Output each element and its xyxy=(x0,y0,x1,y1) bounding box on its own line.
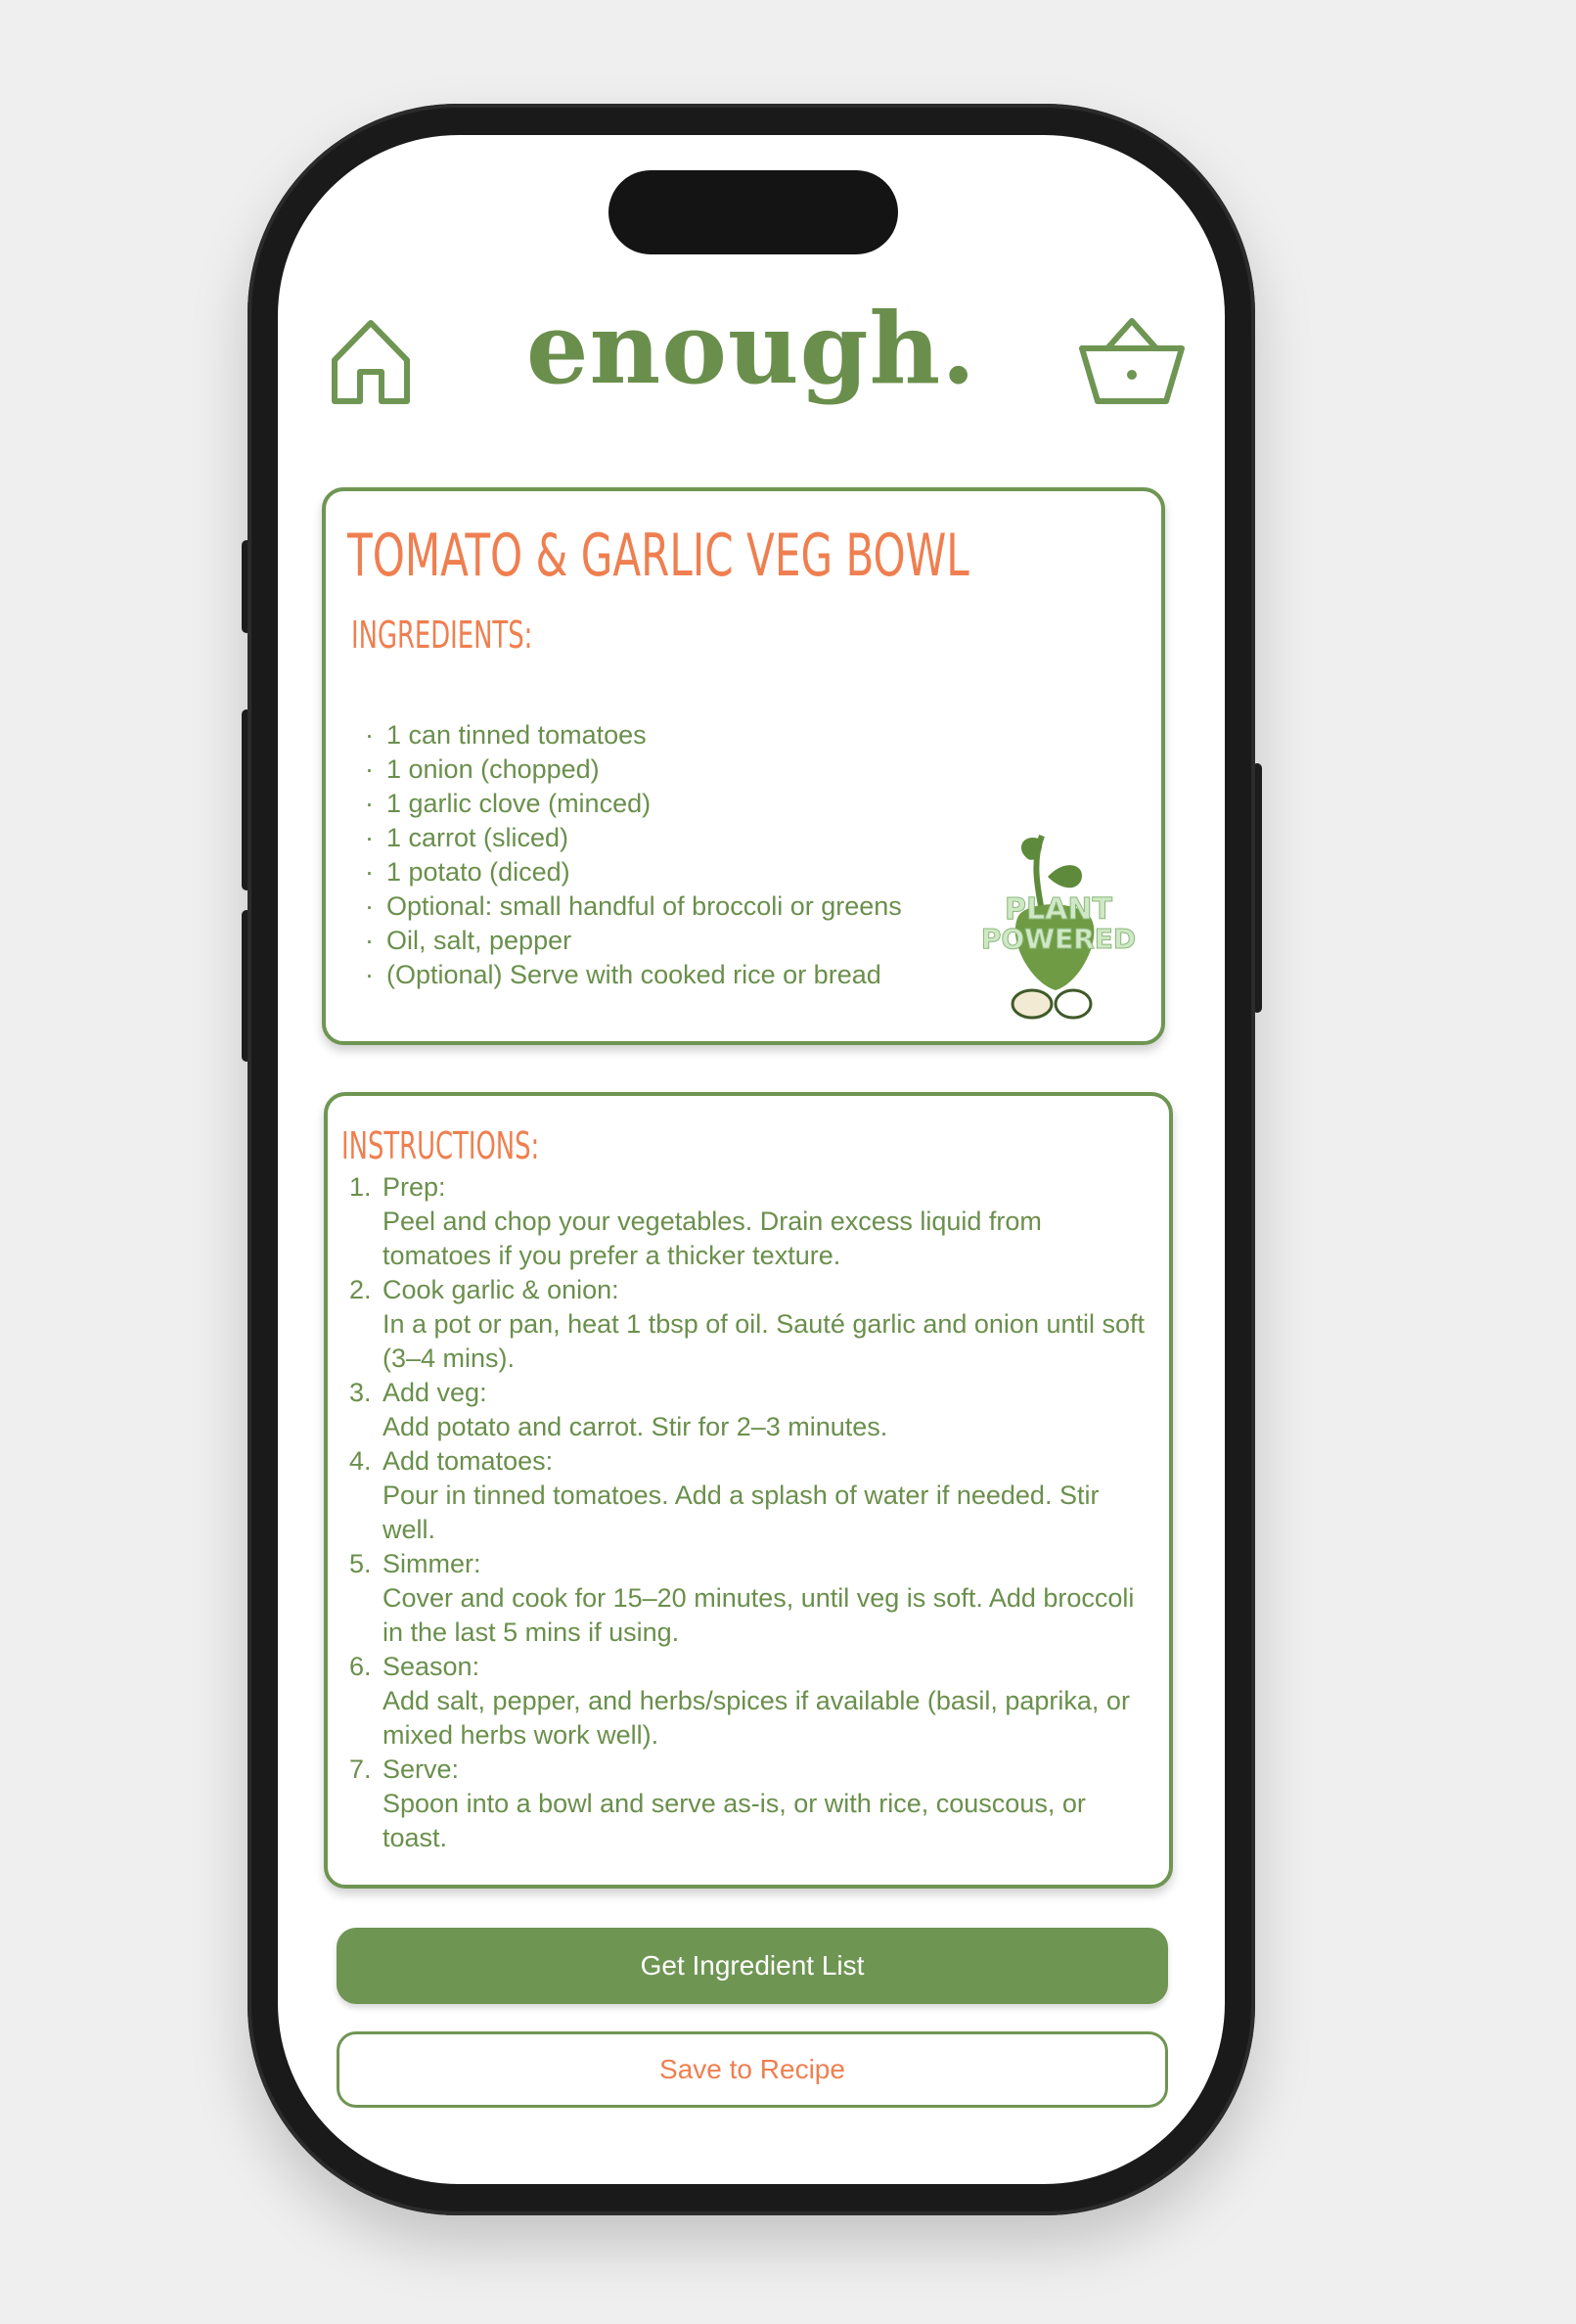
badge-text-powered: POWERED xyxy=(980,923,1137,955)
step-title: Cook garlic & onion: xyxy=(383,1275,619,1304)
ingredients-card xyxy=(322,487,1165,1045)
step-title: Add tomatoes: xyxy=(383,1446,554,1476)
plant-powered-sprout-icon xyxy=(971,818,1146,1029)
step-title: Season: xyxy=(383,1652,480,1681)
instruction-step xyxy=(349,1444,1155,1547)
step-title: Prep: xyxy=(383,1172,446,1202)
instruction-step xyxy=(349,1170,1155,1273)
ingredient-text: 1 garlic clove (minced) xyxy=(386,789,652,818)
list-item: · 1 can tinned tomatoes xyxy=(365,718,902,752)
ingredient-text: 1 can tinned tomatoes xyxy=(386,720,647,750)
instructions-list xyxy=(349,1170,1155,1855)
instruction-step xyxy=(349,1273,1155,1376)
instruction-step xyxy=(349,1753,1155,1855)
list-item: · 1 carrot (sliced) xyxy=(365,821,902,855)
ingredients-list xyxy=(365,718,902,992)
step-number: 5. xyxy=(349,1549,372,1578)
step-number: 6. xyxy=(349,1652,372,1681)
step-body: Cover and cook for 15–20 minutes, until veg is soft. Add broccoli in the last 5 mins if using. xyxy=(383,1583,1135,1647)
instruction-step xyxy=(349,1376,1155,1444)
step-number: 7. xyxy=(349,1754,372,1784)
step-number: 4. xyxy=(349,1446,372,1476)
list-item: · 1 onion (chopped) xyxy=(365,752,902,787)
step-number: 1. xyxy=(349,1172,372,1202)
ingredients-heading: INGREDIENTS: xyxy=(351,614,533,657)
step-body: Add potato and carrot. Stir for 2–3 minutes. xyxy=(383,1412,888,1441)
instructions-heading: INSTRUCTIONS: xyxy=(341,1124,540,1167)
ingredient-text: Oil, salt, pepper xyxy=(386,926,572,955)
basket-icon[interactable] xyxy=(1076,315,1188,409)
instructions-card xyxy=(324,1092,1173,1889)
list-item: · 1 garlic clove (minced) xyxy=(365,787,902,821)
step-body: Pour in tinned tomatoes. Add a splash of water if needed. Stir well. xyxy=(383,1481,1100,1544)
step-title: Add veg: xyxy=(383,1378,487,1407)
ingredient-text: 1 potato (diced) xyxy=(386,857,570,887)
step-number: 2. xyxy=(349,1275,372,1304)
get-ingredient-list-button[interactable]: Get Ingredient List xyxy=(337,1928,1168,2004)
instruction-step xyxy=(349,1650,1155,1753)
brand-logo[interactable]: enough. xyxy=(525,291,977,406)
step-body: Peel and chop your vegetables. Drain excess liquid from tomatoes if you prefer a thicker texture. xyxy=(383,1207,1042,1270)
ingredient-text: Optional: small handful of broccoli or greens xyxy=(386,891,902,921)
step-body: Add salt, pepper, and herbs/spices if available (basil, paprika, or mixed herbs work well). xyxy=(383,1686,1130,1750)
save-to-recipe-button[interactable]: Save to Recipe xyxy=(337,2031,1168,2108)
step-title: Simmer: xyxy=(383,1549,481,1578)
badge-text-plant: PLANT xyxy=(1005,892,1112,927)
instruction-step xyxy=(349,1547,1155,1650)
ingredient-text: 1 onion (chopped) xyxy=(386,754,600,784)
ingredient-text: (Optional) Serve with cooked rice or bread xyxy=(386,960,881,989)
step-body: Spoon into a bowl and serve as-is, or with rice, couscous, or toast. xyxy=(383,1789,1086,1852)
dynamic-island xyxy=(608,170,898,254)
list-item: · 1 potato (diced) xyxy=(365,855,902,889)
step-number: 3. xyxy=(349,1378,372,1407)
step-body: In a pot or pan, heat 1 tbsp of oil. Sauté garlic and onion until soft (3–4 mins). xyxy=(383,1309,1146,1373)
list-item: · Optional: small handful of broccoli or greens xyxy=(365,889,902,924)
list-item: · (Optional) Serve with cooked rice or bread xyxy=(365,958,902,992)
phone-screen xyxy=(278,135,1225,2184)
ingredient-text: 1 carrot (sliced) xyxy=(386,823,569,852)
step-title: Serve: xyxy=(383,1754,460,1784)
recipe-title: TOMATO & GARLIC VEG BOWL xyxy=(347,522,969,590)
list-item: · Oil, salt, pepper xyxy=(365,924,902,958)
